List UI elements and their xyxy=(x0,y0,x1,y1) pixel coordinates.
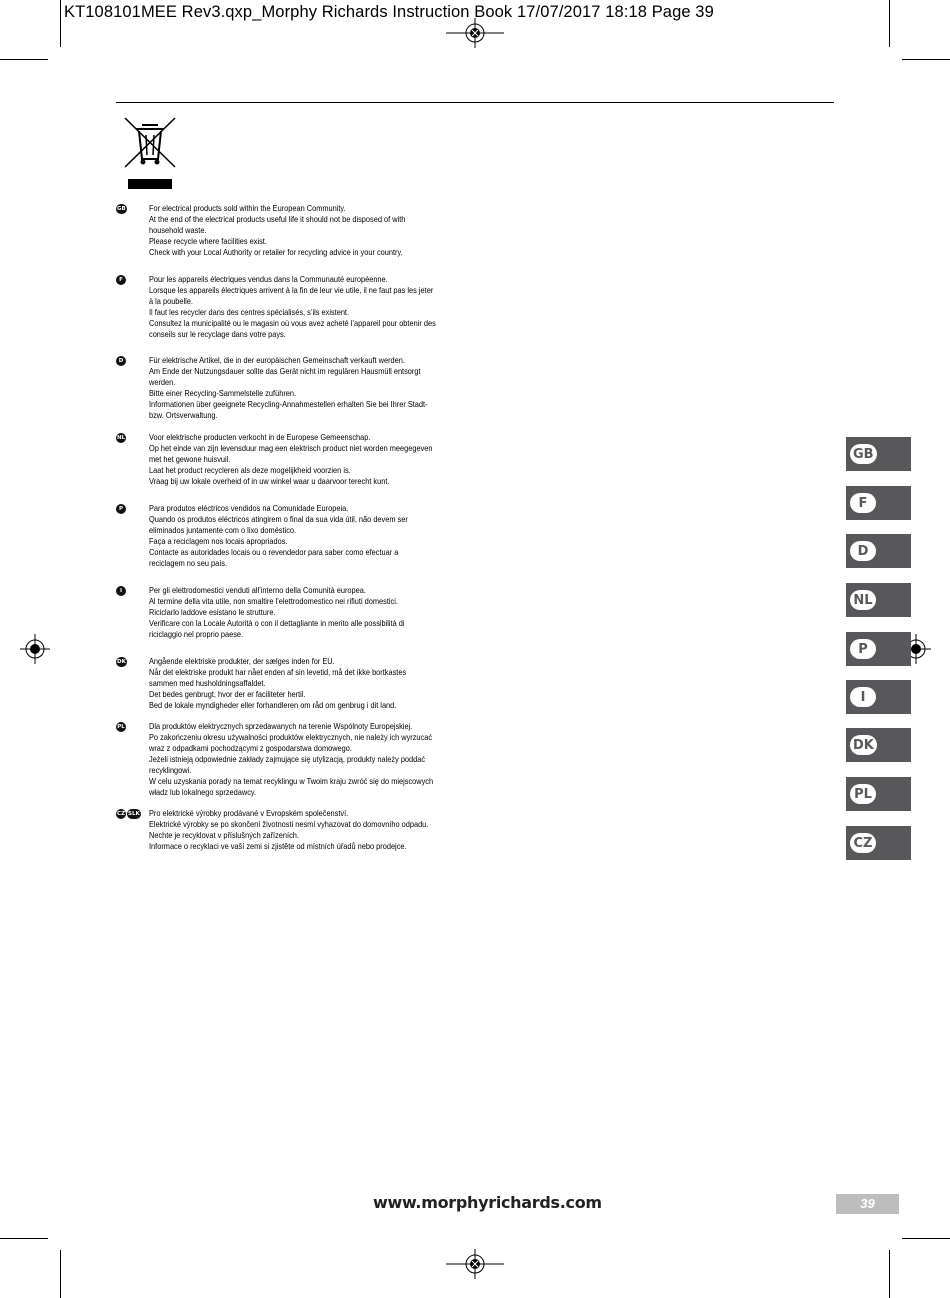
registration-mark-icon xyxy=(446,1249,504,1279)
crop-mark xyxy=(0,1238,48,1239)
side-tab-cz xyxy=(846,826,911,860)
page-number-box xyxy=(836,1194,899,1214)
crop-mark xyxy=(60,0,61,47)
language-badge xyxy=(116,657,127,667)
text-line: Al termine della vita utile, non smaltire l’elettrodomestico nei rifiuti domestici. xyxy=(149,596,398,606)
text-line: Angående elektriske produkter, der sælges inden for EU. xyxy=(149,656,335,666)
language-badge xyxy=(116,586,126,596)
text-line: conseils sur le recyclage dans votre pays. xyxy=(149,329,286,339)
side-tab-label: CZ xyxy=(850,833,876,853)
text-line: sammen med husholdningsaffaldet. xyxy=(149,678,266,688)
language-badge xyxy=(116,504,126,514)
text-line: Für elektrische Artikel, die in der europäischen Gemeinschaft verkauft werden. xyxy=(149,355,405,365)
side-tab-dk xyxy=(846,728,911,762)
text-line: Pour les appareils électriques vendus dans la Communauté européenne. xyxy=(149,274,388,284)
text-line: Vraag bij uw lokale overheid of in uw winkel waar u daarvoor terecht kunt. xyxy=(149,476,390,486)
text-line: Jeżeli istnieją odpowiednie zakłady zajmujące się utylizacją, produkty należy poddać xyxy=(149,754,426,764)
language-badge xyxy=(116,433,126,443)
crop-mark xyxy=(889,1250,890,1298)
language-badge-label: PL xyxy=(117,724,125,730)
text-line: Para produtos eléctricos vendidos na Comunidade Europeia. xyxy=(149,503,349,513)
side-tab-label: F xyxy=(850,493,876,513)
text-line: reciclagem no seu país. xyxy=(149,558,228,568)
crop-mark xyxy=(902,59,950,60)
text-line: Po zakończeniu okresu używalności produktów elektrycznych, nie należy ich wyrzucać xyxy=(149,732,433,742)
side-tab-label: P xyxy=(850,639,876,659)
crop-mark xyxy=(0,59,48,60)
language-badge-label: CZ xyxy=(117,811,126,817)
text-line: Riciclarlo laddove esistano le strutture. xyxy=(149,607,276,617)
section-text xyxy=(149,274,509,340)
language-badge-label: GB xyxy=(117,206,126,212)
header-rule xyxy=(116,102,834,103)
side-tab-label: PL xyxy=(850,784,876,804)
language-badge-label: NL xyxy=(117,435,126,441)
text-line: Informace o recyklaci ve vaší zemi si zjistěte od místních úřadů nebo prodejce. xyxy=(149,841,407,851)
text-line: Laat het product recycleren als deze mogelijkheid voorzien is. xyxy=(149,465,351,475)
language-badge-label: DK xyxy=(117,659,126,665)
side-tab-d xyxy=(846,534,911,568)
section-text xyxy=(149,808,509,852)
language-badge xyxy=(116,809,141,819)
text-line: At the end of the electrical products useful life it should not be disposed of with xyxy=(149,214,406,224)
page-number: 39 xyxy=(860,1196,875,1211)
side-tab-i xyxy=(846,680,911,714)
section-text xyxy=(149,585,509,640)
side-tab-nl xyxy=(846,583,911,617)
text-line: Am Ende der Nutzungsdauer sollte das Gerät nicht im regulären Hausmüll entsorgt xyxy=(149,366,421,376)
text-line: Bitte einer Recycling-Sammelstelle zuführen. xyxy=(149,388,297,398)
text-line: Lorsque les appareils électriques arrivent à la fin de leur vie utile, il ne faut pas les jeter xyxy=(149,285,434,295)
language-badge xyxy=(116,356,126,366)
section-text xyxy=(149,503,509,569)
text-line: Il faut les recycler dans des centres spécialisés, s’ils existent. xyxy=(149,307,350,317)
text-line: Voor elektrische producten verkocht in de Europese Gemeenschap. xyxy=(149,432,371,442)
side-tab-label: NL xyxy=(850,590,876,610)
text-line: Quando os produtos eléctricos atingirem o final da sua vida útil, não devem ser xyxy=(149,514,408,524)
text-line: Bed de lokale myndigheder eller forhandleren om råd om genbrug i dit land. xyxy=(149,700,397,710)
side-tab-pl xyxy=(846,777,911,811)
crop-mark xyxy=(902,1238,950,1239)
text-line: Faça a reciclagem nos locais apropriados. xyxy=(149,536,288,546)
text-line: Contacte as autoridades locais ou o revendedor para saber como efectuar a xyxy=(149,547,399,557)
language-badge xyxy=(116,275,126,285)
website-url: www.morphyrichards.com xyxy=(373,1193,602,1212)
language-badge-label: P xyxy=(116,504,126,514)
section-text xyxy=(149,355,509,421)
side-tab-gb xyxy=(846,437,911,471)
language-badge-label: I xyxy=(116,586,126,596)
text-line: household waste. xyxy=(149,225,207,235)
text-line: W celu uzyskania porady na temat recyklingu w Twoim kraju zwróć się do miejscowych xyxy=(149,776,434,786)
text-line: Op het einde van zijn levensduur mag een elektrisch product niet worden meegegeven xyxy=(149,443,433,453)
text-line: Det bedes genbrugt, hvor der er faciliteter hertil. xyxy=(149,689,306,699)
text-line: wraz z odpadkami pochodzącymi z gospodarstwa domowego. xyxy=(149,743,352,753)
text-line: Pro elektrické výrobky prodávané v Evropském společenství. xyxy=(149,808,349,818)
registration-mark-icon xyxy=(20,634,50,664)
text-line: For electrical products sold within the European Community. xyxy=(149,203,346,213)
section-text xyxy=(149,203,509,258)
text-line: Dla produktów elektrycznych sprzedawanych na terenie Wspólnoty Europejskiej. xyxy=(149,721,413,731)
section-text xyxy=(149,656,509,711)
text-line: Nechte je recyklovat v příslušných zařízeních. xyxy=(149,830,299,840)
text-line: Når det elektriske produkt har nået enden af sin levetid, må det ikke bortkastes xyxy=(149,667,407,677)
weee-bin-icon xyxy=(122,115,178,191)
language-badge-label: SLK xyxy=(128,811,140,817)
language-badge-label: F xyxy=(116,275,126,285)
printer-slug: KT108101MEE Rev3.qxp_Morphy Richards Instruction Book 17/07/2017 18:18 Page 39 xyxy=(64,3,714,21)
registration-mark-icon xyxy=(446,18,504,48)
side-tab-f xyxy=(846,486,911,520)
side-tab-label: GB xyxy=(850,444,877,464)
text-line: Elektrické výrobky se po skončení životnosti nesmí vyhazovat do domovního odpadu. xyxy=(149,819,429,829)
language-badge xyxy=(116,722,126,732)
text-line: recyklingowi. xyxy=(149,765,192,775)
text-line: à la poubelle. xyxy=(149,296,193,306)
text-line: władz lub lokalnego sprzedawcy. xyxy=(149,787,257,797)
side-tab-p xyxy=(846,632,911,666)
text-line: Verificare con la Locale Autorità o con il dettagliante in merito alle possibilità di xyxy=(149,618,405,628)
section-text xyxy=(149,721,509,798)
text-line: eliminados juntamente com o lixo doméstico. xyxy=(149,525,297,535)
text-line: Consultez la municipalité ou le magasin où vous avez acheté l’appareil pour obtenir des xyxy=(149,318,436,328)
section-text xyxy=(149,432,509,487)
language-badge-label: D xyxy=(116,356,126,366)
text-line: Informationen über geeignete Recycling-Annahmestellen erhalten Sie bei Ihrer Stadt- xyxy=(149,399,428,409)
side-tab-label: I xyxy=(850,687,876,707)
text-line: bzw. Ortsverwaltung. xyxy=(149,410,218,420)
language-badge xyxy=(116,204,127,214)
text-line: Per gli elettrodomestici venduti all’interno della Comunità europea. xyxy=(149,585,366,595)
side-tab-label: DK xyxy=(850,735,877,755)
text-line: werden. xyxy=(149,377,176,387)
crop-mark xyxy=(60,1250,61,1298)
text-line: met het gewone huisvuil. xyxy=(149,454,231,464)
crop-mark xyxy=(889,0,890,47)
text-line: Check with your Local Authority or retailer for recycling advice in your country. xyxy=(149,247,403,257)
side-tab-label: D xyxy=(850,541,876,561)
text-line: riciclaggio nel proprio paese. xyxy=(149,629,244,639)
text-line: Please recycle where facilities exist. xyxy=(149,236,267,246)
